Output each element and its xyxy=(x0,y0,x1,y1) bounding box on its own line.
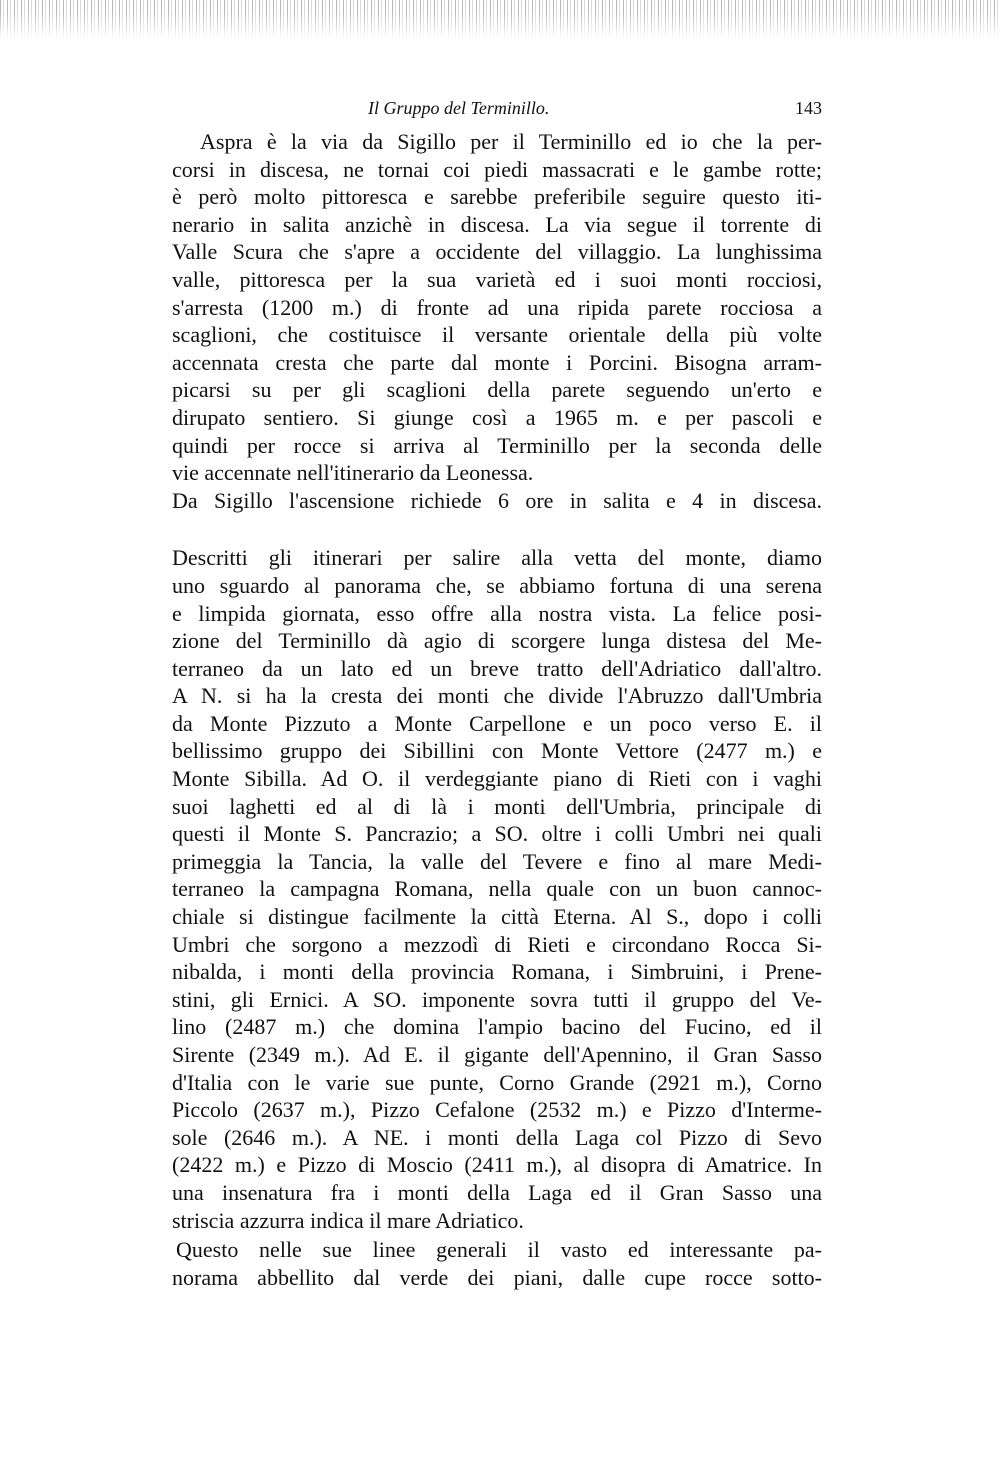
text-line: terraneo la campagna Romana, nella quale con un buon cannoc- xyxy=(172,876,822,902)
text-line: nibalda, i monti della provincia Romana, i Simbruini, i Prene- xyxy=(172,959,822,985)
text-line: norama abbellito dal verde dei piani, dalle cupe rocce sotto- xyxy=(172,1264,822,1290)
text-line: accennata cresta che parte dal monte i Porcini. Bisogna arram- xyxy=(172,349,822,375)
text-line: A N. si ha la cresta dei monti che divide l'Abruzzo dall'Umbria xyxy=(172,683,822,709)
text-line: lino (2487 m.) che domina l'ampio bacino del Fucino, ed il xyxy=(172,1014,822,1040)
scan-noise-band xyxy=(0,0,1000,40)
paragraph-conclusion xyxy=(172,1236,822,1291)
text-line: Valle Scura che s'apre a occidente del villaggio. La lunghissima xyxy=(172,239,822,265)
text-line: Piccolo (2637 m.), Pizzo Cefalone (2532 m.) e Pizzo d'Interme- xyxy=(172,1097,822,1123)
text-line: quindi per rocce si arriva al Terminillo per la seconda delle xyxy=(172,432,822,458)
text-line: zione del Terminillo dà agio di scorgere lunga distesa del Me- xyxy=(172,628,822,654)
text-line: d'Italia con le varie sue punte, Corno Grande (2921 m.), Corno xyxy=(172,1069,822,1095)
text-line: bellissimo gruppo dei Sibillini con Monte Vettore (2477 m.) e xyxy=(172,738,822,764)
paragraph-ascent-time xyxy=(172,487,822,515)
text-line: uno sguardo al panorama che, se abbiamo fortuna di una serena xyxy=(172,572,822,598)
text-line: chiale si distingue facilmente la città Eterna. Al S., dopo i colli xyxy=(172,904,822,930)
book-page xyxy=(172,96,822,1291)
text-line: è però molto pittoresca e sarebbe preferibile seguire questo iti- xyxy=(172,184,822,210)
text-line: e limpida giornata, esso offre alla nostra vista. La felice posi- xyxy=(172,600,822,626)
text-line: valle, pittoresca per la sua varietà ed i suoi monti rocciosi, xyxy=(172,266,822,292)
text-line: questi il Monte S. Pancrazio; a SO. oltre i colli Umbri nei quali xyxy=(172,821,822,847)
text-line: una insenatura fra i monti della Laga ed il Gran Sasso una xyxy=(172,1179,822,1205)
text-line: stini, gli Ernici. A SO. imponente sovra tutti il gruppo del Ve- xyxy=(172,986,822,1012)
text-line: terraneo da un lato ed un breve tratto dell'Adriatico dall'altro. xyxy=(172,655,822,681)
text-line: nerario in salita anzichè in discesa. La via segue il torrente di xyxy=(172,211,822,237)
text-line: striscia azzurra indica il mare Adriatico. xyxy=(172,1207,524,1233)
text-line: scaglioni, che costituisce il versante orientale della più volte xyxy=(172,322,822,348)
text-line: dirupato sentiero. Si giunge così a 1965 m. e per pascoli e xyxy=(172,404,822,430)
text-line: suoi laghetti ed al di là i monti dell'Umbria, principale di xyxy=(172,793,822,819)
text-line: Sirente (2349 m.). Ad E. il gigante dell'Apennino, il Gran Sasso xyxy=(172,1042,822,1067)
text-line: Aspra è la via da Sigillo per il Terminillo ed io che la per- xyxy=(200,129,822,154)
text-line: Monte Sibilla. Ad O. il verdeggiante piano di Rieti con i vaghi xyxy=(172,766,822,792)
text-line: (2422 m.) e Pizzo di Moscio (2411 m.), al disopra di Amatrice. In xyxy=(172,1152,822,1178)
text-line: Questo nelle sue linee generali il vasto ed interessante pa- xyxy=(176,1237,822,1263)
running-title: Il Gruppo del Terminillo. xyxy=(368,98,550,118)
text-line: primeggia la Tancia, la valle del Tevere e fino al mare Medi- xyxy=(172,848,822,874)
text-line: picarsi su per gli scaglioni della parete seguendo un'erto e xyxy=(172,377,822,403)
text-line: s'arresta (1200 m.) di fronte ad una ripida parete rocciosa a xyxy=(172,294,822,320)
paragraph-panorama xyxy=(172,544,822,1234)
text-line: corsi in discesa, ne tornai coi piedi massacrati e le gambe rotte; xyxy=(172,156,822,182)
paragraph-sigillo-route xyxy=(172,128,822,487)
text-line: Descritti gli itinerari per salire alla vetta del monte, diamo xyxy=(172,545,822,571)
text-line: sole (2646 m.). A NE. i monti della Laga col Pizzo di Sevo xyxy=(172,1124,822,1150)
text-line: Da Sigillo l'ascensione richiede 6 ore in salita e 4 in discesa. xyxy=(172,487,822,513)
running-head xyxy=(172,96,822,126)
text-line: da Monte Pizzuto a Monte Carpellone e un poco verso E. il xyxy=(172,710,822,736)
text-line: vie accennate nell'itinerario da Leonessa. xyxy=(172,460,534,486)
page-number: 143 xyxy=(795,98,822,118)
section-gap xyxy=(172,514,822,544)
text-line: Umbri che sorgono a mezzodì di Rieti e circondano Rocca Si- xyxy=(172,931,822,957)
